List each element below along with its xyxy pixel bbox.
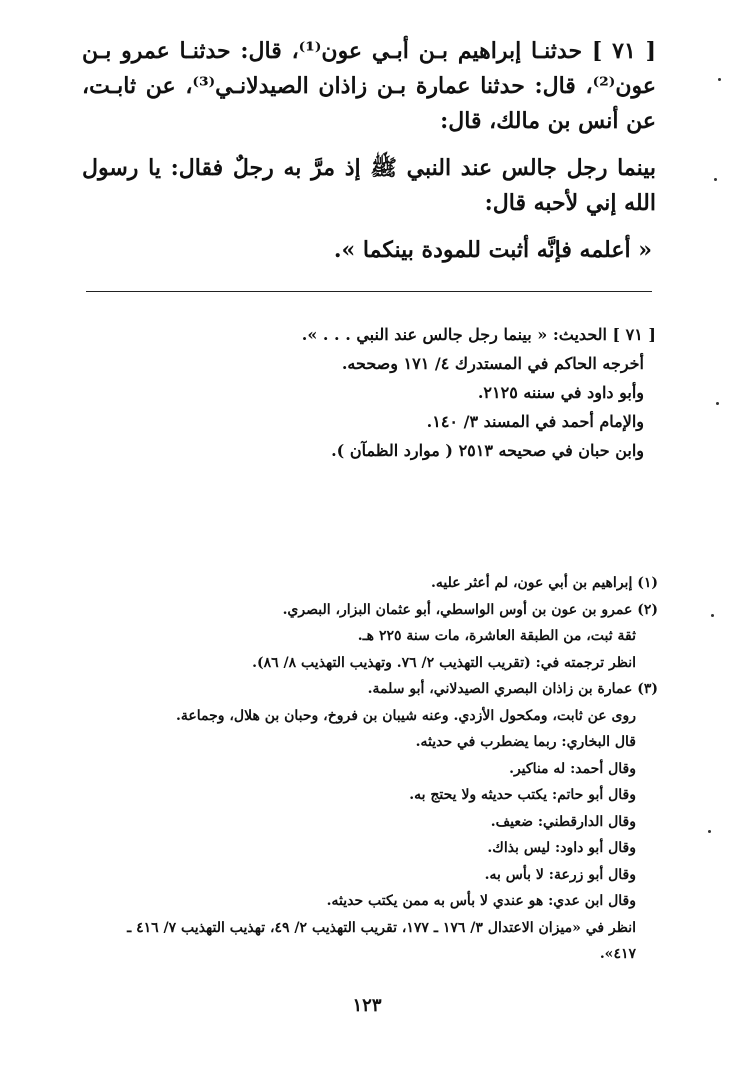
footnote-3-line: وقال أبو حاتم: يكتب حديثه ولا يحتج به. [409, 787, 636, 803]
takhrij-line: والإمام أحمد في المسند ٣/ ١٤٠. [426, 412, 644, 431]
footnotes [96, 570, 658, 968]
footnote-2-line: انظر ترجمته في: (تقريب التهذيب ٢/ ٧٦. وتهذيب التهذيب ٨/ ٨٦). [252, 654, 636, 671]
takhrij-section [220, 320, 656, 465]
takhrij-line: وأبو داود في سننه ٢١٢٥. [477, 383, 644, 402]
scan-speck [711, 614, 714, 617]
footnote-3-line: وقال الدارقطني: ضعيف. [490, 813, 636, 830]
footnote-3-line: قال البخاري: ربما يضطرب في حديثه. [415, 734, 636, 750]
footnote-3-line: وقال ابن عدي: هو عندي لا بأس به ممن يكتب حديثه. [326, 893, 636, 909]
takhrij-line: وابن حبان في صحيحه ٢٥١٣ ( موارد الظمآن ). [331, 441, 644, 460]
footnote-3: (٣) عمارة بن زاذان البصري الصيدلاني، أبو سلمة. [367, 681, 658, 697]
footnote-3-line: انظر في «ميزان الاعتدال ٣/ ١٧٦ ـ ١٧٧، تقريب التهذيب ٢/ ٤٩، تهذيب التهذيب ٧/ ٤١٦ ـ ٤١٧». [127, 919, 636, 962]
footnote-2: (٢) عمرو بن عون بن أوس الواسطي، أبو عثمان البزار، البصري. [282, 601, 658, 618]
prophet-saying: « أعلمه فإنَّه أثبت للمودة بينكما ». [333, 237, 652, 263]
isnad-paragraph: [ ٧١ ] حدثنـا إبراهيم بـن أبـي عون⁽¹⁾، قال: حدثنـا عمرو بـن عون⁽²⁾، قال: حدثنا عمارة بـن زاذان الصيدلانـي⁽³⁾، عن ثابـت، عن أنس بن مالك، قال: [82, 38, 656, 134]
scan-speck [716, 402, 719, 405]
footnote-3-line: وقال أبو داود: ليس بذاك. [487, 840, 636, 856]
scan-speck [714, 178, 717, 181]
footnote-3-line: وقال أحمد: له مناكير. [509, 760, 636, 777]
hadith-text [82, 34, 656, 268]
footnote-3-line: روى عن ثابت، ومكحول الأزدي. وعنه شيبان بن فروخ، وحبان بن هلال، وجماعة. [176, 707, 636, 724]
matn-paragraph: بينما رجل جالس عند النبي ﷺ إذ مرَّ به رجلٌ فقال: يا رسول الله إني لأحبه قال: [82, 155, 656, 216]
scan-speck [708, 830, 711, 833]
footnote-3-line: وقال أبو زرعة: لا بأس به. [484, 866, 636, 883]
takhrij-line: أخرجه الحاكم في المستدرك ٤/ ١٧١ وصححه. [341, 354, 644, 373]
footnote-1: (١) إبراهيم بن أبي عون، لم أعثر عليه. [431, 575, 658, 591]
page-number: ١٢٣ [352, 995, 382, 1016]
scan-speck [718, 78, 721, 81]
takhrij-heading: [ ٧١ ] الحديث: « بينما رجل جالس عند النبي . . . ». [301, 325, 656, 344]
footnote-2-line: ثقة ثبت، من الطبقة العاشرة، مات سنة ٢٢٥ هـ. [357, 628, 636, 644]
footnote-divider [86, 291, 652, 292]
